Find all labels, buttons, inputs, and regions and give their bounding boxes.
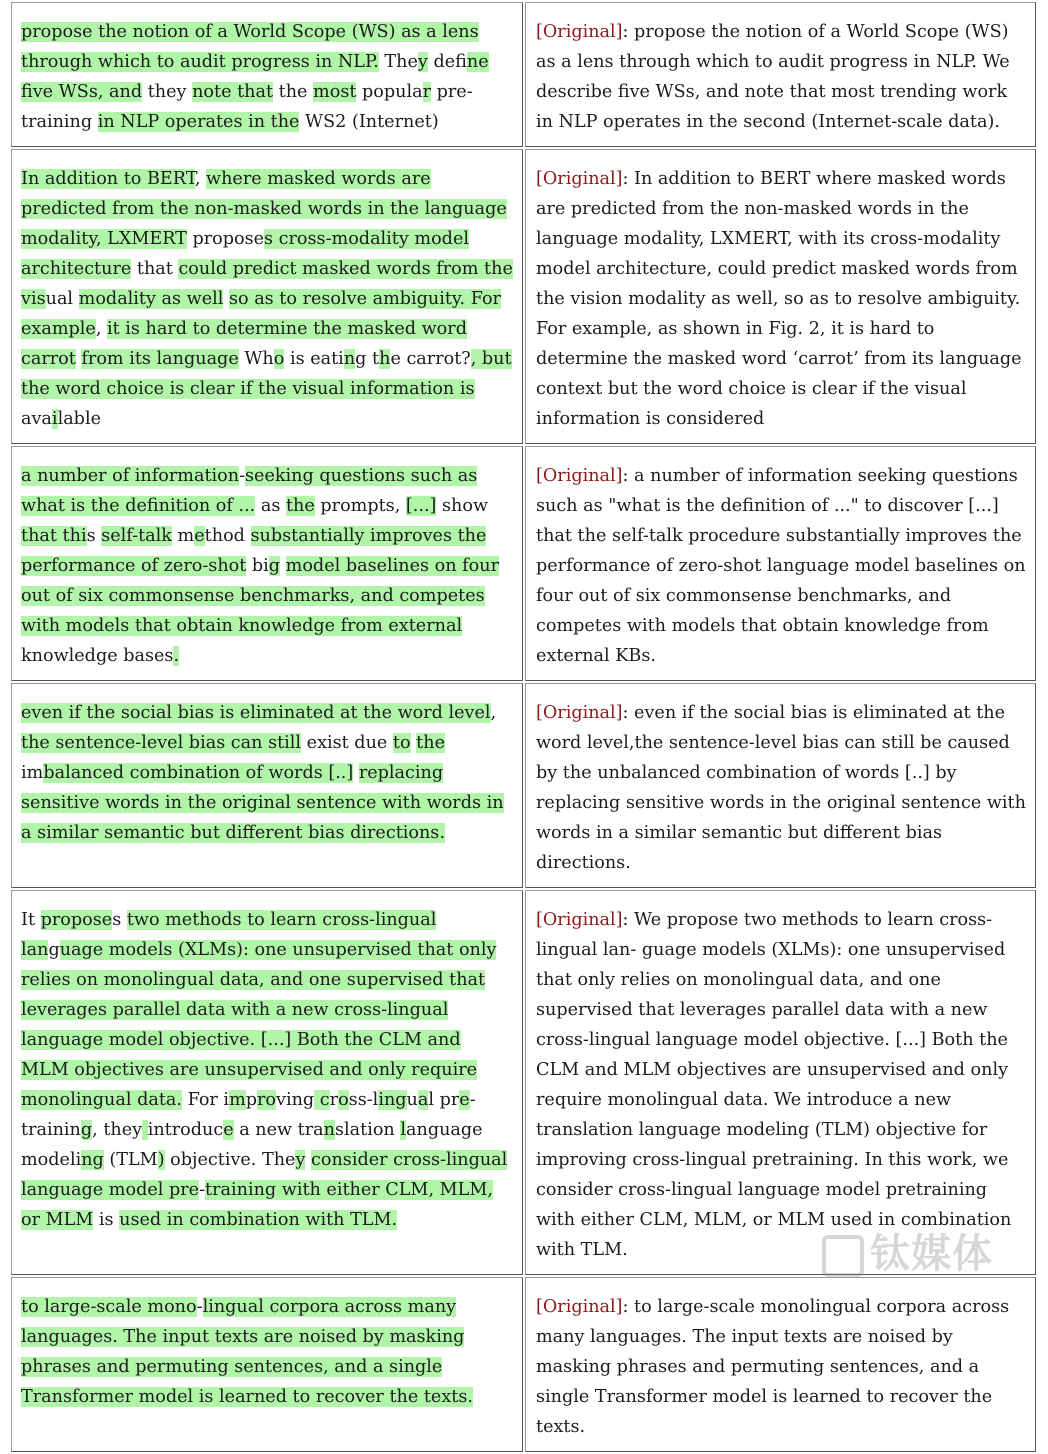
highlighted-span: five WSs, and [21,82,143,102]
highlighted-span: e [459,1090,470,1110]
highlighted-span: balanced combination of words [..] [43,763,354,783]
watermark-text: 钛媒体 [870,1231,993,1277]
comparison-table [9,0,1038,1454]
highlighted-span: . [173,646,180,666]
highlighted-span: ro [257,1090,277,1110]
highlighted-span: lingual corpora across many languages. The input texts are noised by masking phrases and permuting sentences, and a single Transformer model is learned to recover the texts. [21,1297,473,1407]
paraphrase-cell [11,446,523,681]
highlighted-span: s cross-modality model architecture [21,229,469,279]
table-row [11,683,1036,888]
text-span: ge modeli [21,1120,483,1170]
text-span: is eati [284,349,344,369]
text-span: Wh [238,349,274,369]
text-span: knowledge bases [21,646,174,666]
original-cell [525,2,1036,147]
text-span: e carrot? [390,349,471,369]
text-span: , [194,169,207,189]
text-span: bi [246,556,269,576]
text-span: thod [204,526,251,546]
table-row [11,149,1036,444]
text-span: g t [355,349,380,369]
highlighted-span: , but the word choice is clear if the visual information is [21,349,512,399]
text-span: - [239,466,246,486]
text-span: a new tra [233,1120,324,1140]
highlighted-span: carrot [21,349,76,369]
text-span: pre-training [21,82,473,132]
table-row [11,1277,1036,1452]
text-span: lable [57,409,101,429]
paraphrase-cell [11,683,523,888]
text-span: l pr [428,1090,460,1110]
text-span: WS2 (Internet) [299,112,439,132]
text-span [353,763,359,783]
text-span: exist due [301,733,393,753]
highlighted-span: so as to resolve ambiguity. For example [21,289,501,339]
text-span: is [93,1210,120,1230]
text-span: they [142,82,193,102]
text-span: slation [335,1120,401,1140]
highlighted-span: c [314,1090,330,1110]
highlighted-span: the sentence-level bias can still [21,733,302,753]
original-cell [525,149,1036,444]
text-span: im [21,763,44,783]
comparison-table-body [11,2,1036,1452]
text-span: objective. The [164,1150,296,1170]
original-cell [525,683,1036,888]
text-span: prompts, [314,496,406,516]
text-span [280,556,286,576]
highlighted-span: to [392,733,411,753]
text-span: as [255,496,286,516]
text-span: popula [356,82,423,102]
highlighted-span: note that [192,82,274,102]
highlighted-span: model baselines on four out of six commonsense benchmarks, and competes with models that obtain knowledge from external [21,556,499,636]
text-span: defi [427,52,467,72]
original-label: [Original] [536,22,623,42]
highlighted-span: ne [466,52,489,72]
highlighted-span: ) [157,1150,165,1170]
highlighted-span: l [400,1120,406,1140]
table-row [11,2,1036,147]
text-span: (TLM [103,1150,158,1170]
original-cell [525,446,1036,681]
highlighted-span: hat is the definition of ... [36,496,256,516]
text-span: m [171,526,195,546]
highlighted-span: that thi [21,526,87,546]
highlighted-span: a number of information [21,466,240,486]
highlighted-span: i [51,409,58,429]
original-text: : even if the social bias is eliminated at the word level,the sentence-level bias can still be caused by the unbalanced combination of words [..] by replacing sensitive words in the original sentence with words in a similar semantic but different bias directions. [536,703,1026,873]
original-label: [Original] [536,466,623,486]
highlighted-span: from its language [81,349,239,369]
table-row [11,890,1036,1275]
highlighted-span: replacing sensitive words in the original sentence with words in a similar semantic but different bias directions. [21,763,504,843]
text-span: introduc [147,1120,224,1140]
highlighted-span: g [268,556,281,576]
paraphrase-cell [11,149,523,444]
highlighted-span: most [313,82,357,102]
text-span: show [436,496,489,516]
original-label: [Original] [536,910,623,930]
paraphrase-cell [11,1277,523,1452]
highlighted-span: n [343,349,356,369]
text-span: - [196,1297,203,1317]
highlighted-span: to large-scale mono [21,1297,197,1317]
original-label: [Original] [536,703,623,723]
text-span: ss-l [348,1090,379,1110]
table-row [11,446,1036,681]
highlighted-span: y [417,52,428,72]
highlighted-span: Both the CLM and MLM objectives are unsupervised and only require monolingual data. [21,1030,478,1110]
original-text: : to large-scale monolingual corpora across many languages. The input texts are noised by masking phrases and permuting sentences, and a single Transformer model is learned to recover the texts. [536,1297,1010,1437]
original-cell [525,1277,1036,1452]
highlighted-span: could predict masked words from the vis [21,259,513,309]
highlighted-span: n [323,1120,335,1140]
highlighted-span: a [417,1090,429,1110]
highlighted-span: training with either CLM, MLM, or MLM [21,1180,493,1230]
text-span: angua [406,1120,461,1140]
highlighted-span: in NLP operates in the [97,112,300,132]
highlighted-span: substantially improves the performance of zero-shot [21,526,487,576]
text-span: that [131,259,179,279]
highlighted-span: y [295,1150,306,1170]
text-span: propose [186,229,265,249]
original-label: [Original] [536,169,623,189]
original-text: : propose the notion of a World Scope (WS) as a lens through which to audit progress in NLP. We describe five WSs, and note that most trending work in NLP operates in the second (Internet-scale data). [536,22,1010,132]
text-span: ual [45,289,79,309]
paraphrase-cell [11,2,523,147]
highlighted-span: m [229,1090,246,1110]
highlighted-span: o [273,349,285,369]
highlighted-span: uage models (XLMs): one unsupervised that only relies on monolingual data, and one supervised that leverages parallel data with a new cross-lingual language model objective. [...] [21,940,497,1050]
highlighted-span: the [416,733,445,753]
highlighted-span: used in combination with TLM. [119,1210,398,1230]
highlighted-span: consider cross-lingual language model pre [21,1150,508,1200]
highlighted-span: propose the notion of a World Scope (WS) as a lens through which to audit progress in NLP. [21,22,479,72]
text-span: , [490,703,497,723]
text-span: - [199,1180,206,1200]
highlighted-span: e [194,526,205,546]
text-span: s [112,910,127,930]
text-span: For i [182,1090,230,1110]
highlighted-span: e [223,1120,234,1140]
highlighted-span: seeking questions such as w [21,466,478,516]
original-text: : We propose two methods to learn cross-lingual lan- guage models (XLMs): one unsupervised that only relies on monolingual data, and one supervised that leverages parallel data with a new cross-lingual language model objective. [...] Both the CLM and MLM objectives are unsupervised and only require monolingual data. We introduce a new translation language modeling (TLM) objective for improving cross-lingual pretraining. In this work, we consider cross-lingual language model pretraining with either CLM, MLM, or MLM used in combination with TLM. [536,910,1012,1260]
highlighted-span: two methods to learn cross-lingual lan [21,910,437,960]
text-span: The [378,52,418,72]
text-span: ving [276,1090,315,1110]
highlighted-span: ing [378,1090,407,1110]
text-span: u [406,1090,418,1110]
original-text: : a number of information seeking questions such as "what is the definition of ..." to discover [...] that the self-talk procedure substantially improves the performance of zero-shot language model baselines on four out of six commonsense benchmarks, and competes with models that obtain knowledge from external KBs. [536,466,1026,666]
text-span: , they [92,1120,143,1140]
highlighted-span: h [379,349,391,369]
highlighted-span: propose [40,910,113,930]
text-span: s [86,526,102,546]
text-span: g [48,940,60,960]
text-span: It [21,910,41,930]
text-span: ava [21,409,52,429]
highlighted-span: modality as well [78,289,224,309]
highlighted-span: r [422,82,432,102]
highlighted-span: even if the social bias is eliminated at the word level [21,703,491,723]
highlighted-span: o [338,1090,349,1110]
original-text: : In addition to BERT where masked words are predicted from the non-masked words in the language modality, LXMERT, with its cross-modality model architecture, could predict masked words from the vision modality as well, so as to resolve ambiguity. For example, as shown in Fig. 2, it is hard to determine the masked word ‘carrot’ from its language context but the word choice is clear if the visual information is considered [536,169,1022,429]
highlighted-span: In addition to BERT [21,169,195,189]
original-label: [Original] [536,1297,623,1317]
paraphrase-cell [11,890,523,1275]
text-span: -trainin [21,1090,476,1140]
text-span: p [245,1090,258,1110]
text-span: the [273,82,314,102]
highlighted-span: g [80,1120,93,1140]
highlighted-span: self-talk [101,526,172,546]
highlighted-span: where masked words are predicted from the non-masked words in the language modality, LXMERT [21,169,507,249]
highlighted-span: [...] [405,496,437,516]
highlighted-span: it is hard to determine the masked word [107,319,467,339]
text-span: , [95,319,107,339]
highlighted-span: ng [81,1150,104,1170]
text-span: r [329,1090,339,1110]
highlighted-span: the [285,496,315,516]
original-cell [525,890,1036,1275]
